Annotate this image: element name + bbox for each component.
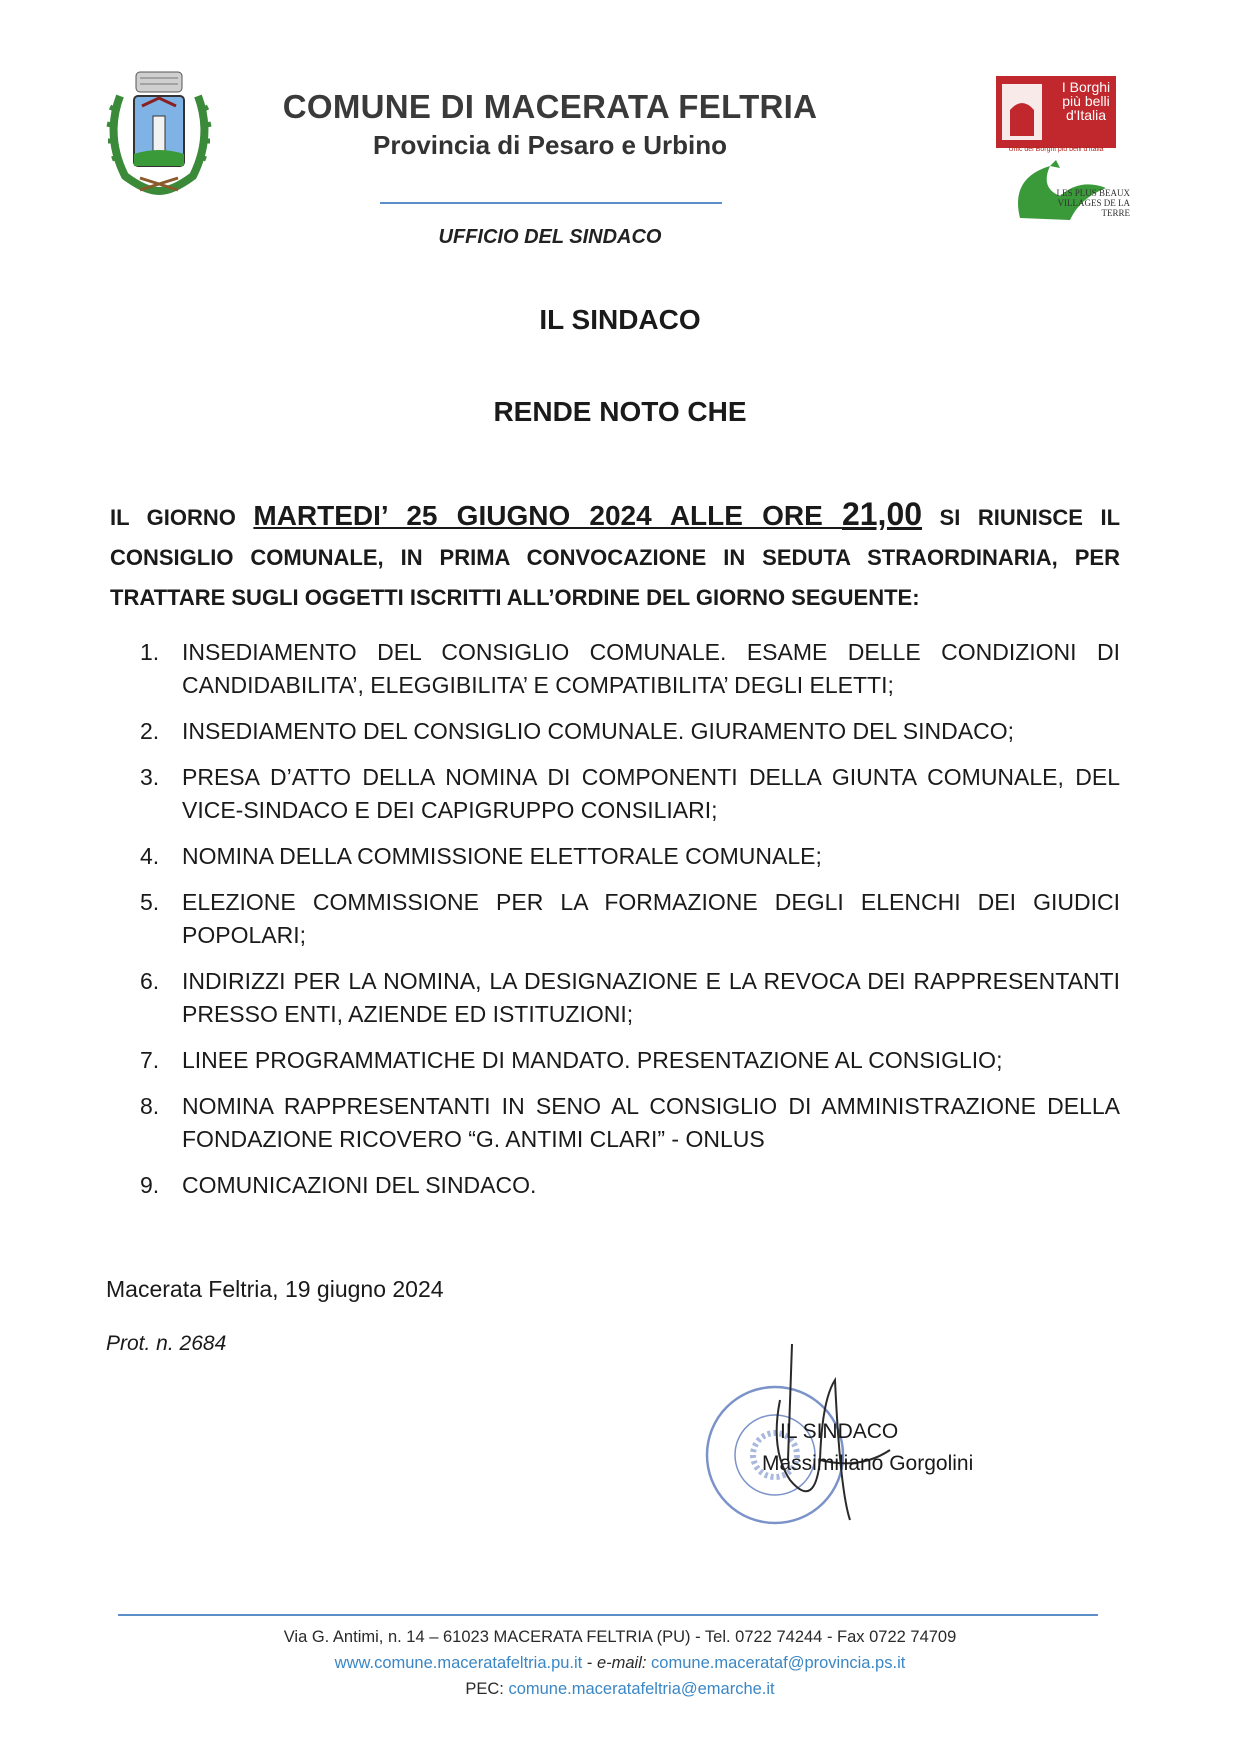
- office-label: UFFICIO DEL SINDACO: [438, 226, 662, 248]
- province-subtitle: Provincia di Pesaro e Urbino: [373, 130, 727, 160]
- footer-pec: [0, 1680, 1240, 1699]
- signer-title: IL SINDACO: [780, 1420, 899, 1443]
- protocol-number: Prot. n. 2684: [106, 1332, 227, 1355]
- agenda-item-text: INSEDIAMENTO DEL CONSIGLIO COMUNALE. ESAME DELLE CONDIZIONI DI CANDIDABILITA’, ELEGGIBILITA’ E COMPATIBILITA’ DEGLI ELETTI;: [182, 639, 1120, 698]
- meeting-announcement: [110, 494, 1120, 618]
- email-label: e-mail:: [596, 1654, 647, 1672]
- place-and-date: Macerata Feltria, 19 giugno 2024: [106, 1276, 444, 1302]
- agenda-item: [140, 761, 1120, 827]
- agenda-item: [140, 636, 1120, 702]
- agenda-item-number: 1.: [140, 639, 160, 665]
- agenda-list: [140, 636, 1120, 1215]
- borghi-logo-caption: Unic dei Borghi più belli d'Italia: [1008, 146, 1104, 153]
- agenda-item: [140, 1090, 1120, 1156]
- municipality-title: COMUNE DI MACERATA FELTRIA: [282, 88, 818, 125]
- pec-label: PEC:: [465, 1680, 504, 1698]
- coat-of-arms-logo: [100, 66, 218, 198]
- header-divider: [380, 202, 722, 204]
- agenda-item-text: LINEE PROGRAMMATICHE DI MANDATO. PRESENTAZIONE AL CONSIGLIO;: [182, 1047, 1003, 1073]
- intro-prefix: IL GIORNO: [110, 505, 254, 530]
- agenda-item-text: INDIRIZZI PER LA NOMINA, LA DESIGNAZIONE E LA REVOCA DEI RAPPRESENTANTI PRESSO ENTI, AZIENDE ED ISTITUZIONI;: [182, 968, 1120, 1027]
- email-link[interactable]: comune.macerataf@provincia.ps.it: [651, 1654, 906, 1672]
- agenda-item: [140, 715, 1120, 748]
- agenda-item-number: 8.: [140, 1093, 160, 1119]
- meeting-date: MARTEDI’ 25 GIUGNO 2024 ALLE ORE: [253, 500, 842, 531]
- agenda-item-number: 6.: [140, 968, 160, 994]
- intro-rest: SI RIUNISCE IL CONSIGLIO COMUNALE, IN PRIMA CONVOCAZIONE IN SEDUTA STRAORDINARIA, PER TRATTARE SUGLI OGGETTI ISCRITTI ALL’ORDINE DEL GIORNO SEGUENTE:: [110, 505, 1121, 610]
- agenda-item-number: 2.: [140, 718, 160, 744]
- website-link[interactable]: www.comune.maceratafeltria.pu.it: [334, 1654, 583, 1672]
- agenda-item-text: PRESA D’ATTO DELLA NOMINA DI COMPONENTI DELLA GIUNTA COMUNALE, DEL VICE-SINDACO E DEI CAPIGRUPPO CONSILIARI;: [182, 764, 1120, 823]
- villages-logo-text: LES PLUS BEAUX VILLAGES DE LA TERRE: [1056, 188, 1130, 218]
- agenda-item: [140, 840, 1120, 873]
- footer-contacts: www.comune.maceratafeltria.pu.it - e-mail: comune.macerataf@provincia.ps.it: [334, 1654, 906, 1672]
- meeting-time: 21,00: [841, 496, 923, 532]
- borghi-logo-text: I Borghi più belli d'Italia: [1061, 79, 1111, 123]
- footer-divider: [118, 1614, 1098, 1616]
- agenda-item-number: 9.: [140, 1172, 160, 1198]
- pec-link[interactable]: comune.maceratafeltria@emarche.it: [508, 1680, 775, 1698]
- agenda-item: [140, 1044, 1120, 1077]
- signer-name: Massimiliano Gorgolini: [762, 1452, 974, 1475]
- footer-address: Via G. Antimi, n. 14 – 61023 MACERATA FELTRIA (PU) - Tel. 0722 74244 - Fax 0722 74709: [283, 1628, 957, 1646]
- agenda-item: [140, 886, 1120, 952]
- agenda-item-text: NOMINA RAPPRESENTANTI IN SENO AL CONSIGLIO DI AMMINISTRAZIONE DELLA FONDAZIONE RICOVERO “G. ANTIMI CLARI” - ONLUS: [182, 1093, 1120, 1152]
- announcement-subheading: RENDE NOTO CHE: [493, 396, 747, 427]
- agenda-item-text: ELEZIONE COMMISSIONE PER LA FORMAZIONE DEGLI ELENCHI DEI GIUDICI POPOLARI;: [182, 889, 1120, 948]
- agenda-item-number: 4.: [140, 843, 160, 869]
- agenda-item-text: NOMINA DELLA COMMISSIONE ELETTORALE COMUNALE;: [182, 843, 822, 869]
- agenda-item: [140, 1169, 1120, 1202]
- mayor-heading: IL SINDACO: [539, 304, 701, 335]
- agenda-item-text: INSEDIAMENTO DEL CONSIGLIO COMUNALE. GIURAMENTO DEL SINDACO;: [182, 718, 1014, 744]
- agenda-item-text: COMUNICAZIONI DEL SINDACO.: [182, 1172, 537, 1198]
- agenda-item-number: 3.: [140, 764, 160, 790]
- agenda-item-number: 7.: [140, 1047, 160, 1073]
- agenda-item-number: 5.: [140, 889, 160, 915]
- agenda-item: [140, 965, 1120, 1031]
